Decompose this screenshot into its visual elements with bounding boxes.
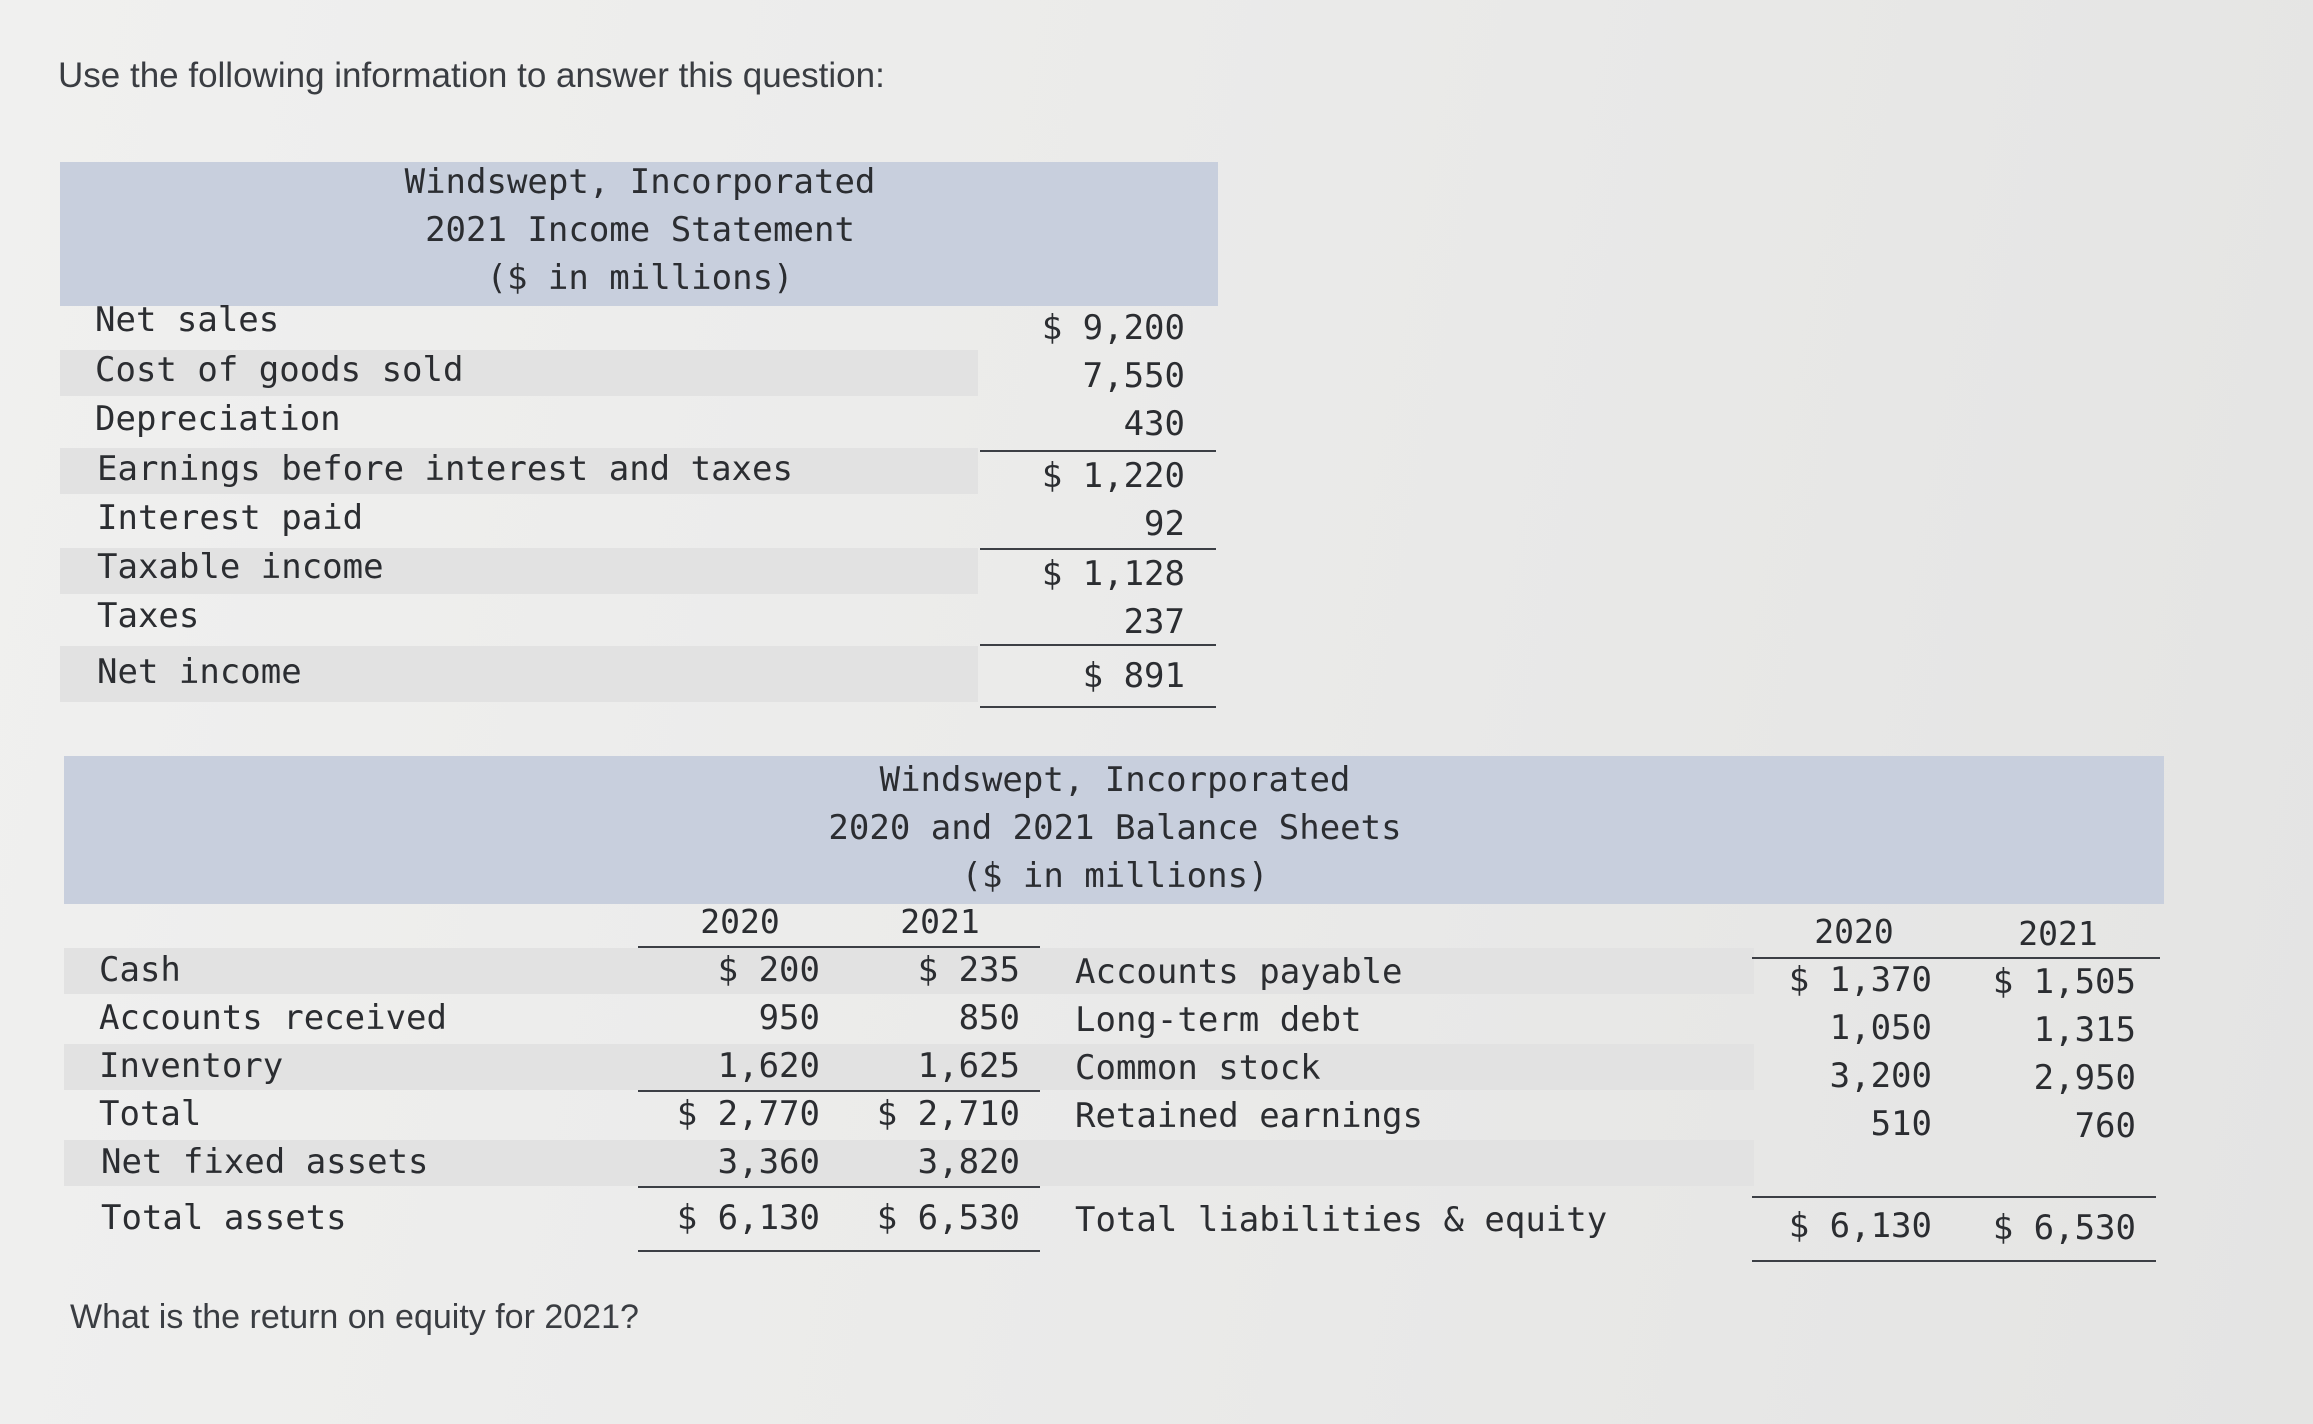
balance-sheet-title-name: 2020 and 2021 Balance Sheets — [828, 808, 1402, 848]
bs-accounts-payable-2020: $ 1,370 — [1788, 960, 1932, 1000]
bs-label-total-assets: Total assets — [101, 1198, 347, 1238]
bs-label-net-fixed-assets: Net fixed assets — [101, 1142, 429, 1182]
is-subtotal-rule — [980, 548, 1216, 550]
is-subtotal-rule — [980, 644, 1216, 646]
intro-text: Use the following information to answer this question: — [58, 56, 885, 95]
bs-net-fixed-assets-2020: 3,360 — [717, 1142, 820, 1182]
bs-inventory-2021: 1,625 — [917, 1046, 1020, 1086]
bs-liabilities-year-2021: 2021 — [2018, 914, 2098, 953]
income-statement-title-units: ($ in millions) — [486, 258, 794, 298]
is-value-ebit: $ 1,220 — [1041, 456, 1185, 496]
bs-label-accounts-received: Accounts received — [99, 998, 447, 1038]
is-label-interest: Interest paid — [97, 498, 364, 538]
is-label-ebit: Earnings before interest and taxes — [97, 449, 793, 489]
is-label-net-income: Net income — [97, 652, 302, 692]
balance-sheet-title-units: ($ in millions) — [961, 856, 1269, 896]
bs-label-retained-earnings: Retained earnings — [1075, 1096, 1423, 1136]
bs-assets-year-2020: 2020 — [700, 902, 780, 941]
is-value-net-sales: $ 9,200 — [1041, 308, 1185, 348]
is-subtotal-rule — [980, 450, 1216, 452]
bs-label-total-current: Total — [99, 1094, 202, 1134]
bs-label-accounts-payable: Accounts payable — [1075, 952, 1403, 992]
bs-cash-2020: $ 200 — [717, 950, 820, 990]
bs-total-liabilities-equity-2021: $ 6,530 — [1992, 1208, 2136, 1248]
is-label-cogs: Cost of goods sold — [95, 350, 464, 390]
bs-assets-subtotal-rule — [638, 1090, 1040, 1092]
bs-label-cash: Cash — [99, 950, 181, 990]
bs-accounts-received-2020: 950 — [758, 998, 820, 1038]
bs-liabilities-header-rule — [1752, 957, 2160, 959]
is-value-interest: 92 — [1144, 504, 1185, 544]
bs-total-current-2020: $ 2,770 — [676, 1094, 820, 1134]
is-label-depreciation: Depreciation — [95, 399, 341, 439]
is-value-cogs: 7,550 — [1082, 356, 1185, 396]
is-total-rule — [980, 706, 1216, 708]
income-statement-title-name: 2021 Income Statement — [425, 210, 855, 250]
bs-accounts-payable-2021: $ 1,505 — [1992, 962, 2136, 1002]
bs-total-assets-2020: $ 6,130 — [676, 1198, 820, 1238]
bs-liabilities-subtotal-rule — [1752, 1196, 2156, 1198]
bs-liabilities-total-rule — [1752, 1260, 2156, 1262]
bs-label-common-stock: Common stock — [1075, 1048, 1321, 1088]
balance-sheet-title-company: Windswept, Incorporated — [879, 760, 1351, 800]
bs-inventory-2020: 1,620 — [717, 1046, 820, 1086]
bs-retained-earnings-2021: 760 — [2074, 1106, 2136, 1146]
bs-net-fixed-assets-2021: 3,820 — [917, 1142, 1020, 1182]
bs-cash-2021: $ 235 — [917, 950, 1020, 990]
bs-common-stock-2021: 2,950 — [2033, 1058, 2136, 1098]
is-value-depreciation: 430 — [1123, 404, 1185, 444]
is-label-net-sales: Net sales — [95, 300, 280, 340]
question-text: What is the return on equity for 2021? — [70, 1298, 639, 1336]
is-value-taxes: 237 — [1123, 602, 1185, 642]
is-label-taxable-income: Taxable income — [97, 547, 384, 587]
bs-long-term-debt-2021: 1,315 — [2033, 1010, 2136, 1050]
bs-accounts-received-2021: 850 — [958, 998, 1020, 1038]
bs-assets-subtotal-rule — [638, 1186, 1040, 1188]
bs-label-total-liabilities-equity: Total liabilities & equity — [1075, 1200, 1608, 1240]
is-value-net-income: $ 891 — [1082, 656, 1185, 696]
bs-retained-earnings-2020: 510 — [1870, 1104, 1932, 1144]
bs-total-assets-2021: $ 6,530 — [876, 1198, 1020, 1238]
bs-liabilities-year-2020: 2020 — [1814, 912, 1894, 951]
bs-assets-total-rule — [638, 1250, 1040, 1252]
is-value-taxable-income: $ 1,128 — [1041, 554, 1185, 594]
bs-label-inventory: Inventory — [99, 1046, 284, 1086]
bs-assets-header-rule — [638, 946, 1040, 948]
bs-common-stock-2020: 3,200 — [1829, 1056, 1932, 1096]
bs-total-liabilities-equity-2020: $ 6,130 — [1788, 1206, 1932, 1246]
bs-label-long-term-debt: Long-term debt — [1075, 1000, 1362, 1040]
is-label-taxes: Taxes — [97, 596, 200, 636]
bs-total-current-2021: $ 2,710 — [876, 1094, 1020, 1134]
bs-long-term-debt-2020: 1,050 — [1829, 1008, 1932, 1048]
bs-assets-year-2021: 2021 — [900, 902, 980, 941]
income-statement-title-company: Windswept, Incorporated — [404, 162, 876, 202]
